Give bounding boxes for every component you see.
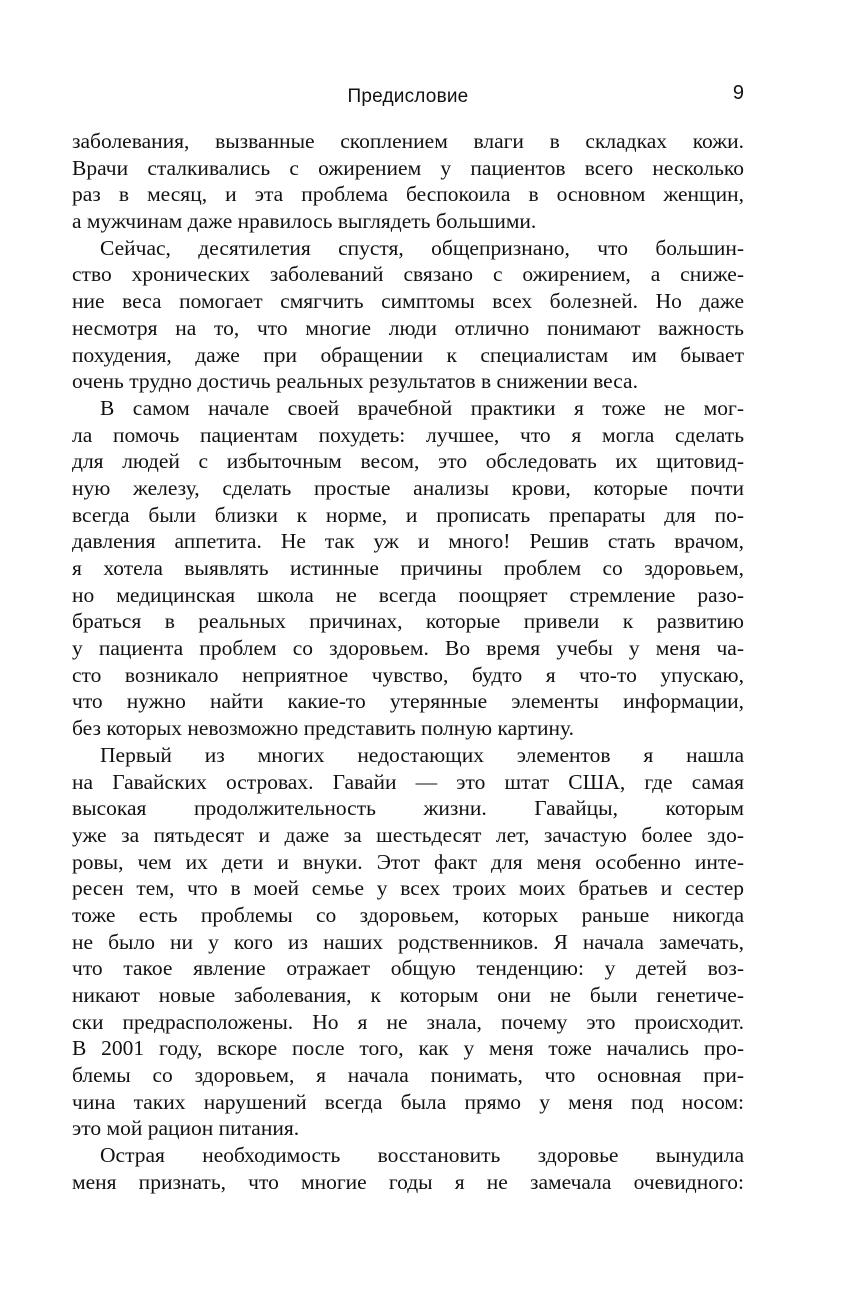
text-line: раз в месяц, и эта проблема беспокоила в основном женщин, xyxy=(72,182,744,207)
text-line: никают новые заболевания, к которым они не были генетиче- xyxy=(72,983,744,1007)
text-line: а мужчинам даже нравилось выглядеть большими. xyxy=(72,209,537,234)
paragraph xyxy=(72,742,744,1142)
page-number: 9 xyxy=(732,82,744,104)
text-line: не было ни у кого из наших родственников. Я начала замечать, xyxy=(72,929,744,954)
text-line: без которых невозможно представить полную картину. xyxy=(72,716,574,741)
text-line: похудения, даже при обращении к специалистам им бывает xyxy=(72,342,744,367)
text-line: тоже есть проблемы со здоровьем, которых раньше никогда xyxy=(72,902,744,927)
text-line: несмотря на то, что многие люди отлично понимают важность xyxy=(72,315,744,340)
text-line: ную железу, сделать простые анализы крови, которые почти xyxy=(72,475,744,500)
text-line: давления аппетита. Не так уж и много! Решив стать врачом, xyxy=(72,529,744,554)
text-line: у пациента проблем со здоровьем. Во время учебы у меня ча- xyxy=(72,636,744,661)
body-text xyxy=(72,128,744,1196)
text-line: заболевания, вызванные скоплением влаги в складках кожи. xyxy=(72,129,744,153)
text-line: Сейчас, десятилетия спустя, общепризнано, что большин- xyxy=(100,235,744,260)
paragraph xyxy=(72,235,744,395)
text-line: ровы, чем их дети и внуки. Этот факт для меня особенно инте- xyxy=(72,849,744,874)
text-line: В самом начале своей врачебной практики я тоже не мог- xyxy=(100,395,744,420)
text-line: очень трудно достичь реальных результатов в снижении веса. xyxy=(72,369,638,394)
text-line: но медицинская школа не всегда поощряет стремление разо- xyxy=(72,582,744,607)
text-line: блемы со здоровьем, я начала понимать, что основная при- xyxy=(72,1063,744,1088)
text-line: всегда были близки к норме, и прописать препараты для по- xyxy=(72,502,744,527)
text-line: уже за пятьдесят и даже за шестьдесят лет, зачастую более здо- xyxy=(72,822,744,847)
text-line: на Гавайских островах. Гавайи — это штат США, где самая xyxy=(72,769,744,794)
text-line: что нужно найти какие-то утерянные элементы информации, xyxy=(72,689,744,714)
text-line: ла помочь пациентам похудеть: лучшее, что я могла сделать xyxy=(72,422,744,447)
text-line: ние веса помогает смягчить симптомы всех болезней. Но даже xyxy=(72,289,744,314)
text-line: Первый из многих недостающих элементов я нашла xyxy=(100,742,744,767)
text-line: что такое явление отражает общую тенденцию: у детей воз- xyxy=(72,956,744,981)
text-line: В 2001 году, вскоре после того, как у меня тоже начались про- xyxy=(72,1036,744,1061)
text-line: сто возникало неприятное чувство, будто я что-то упускаю, xyxy=(72,662,744,687)
running-header xyxy=(72,84,744,114)
paragraph xyxy=(72,128,744,235)
running-title: Предисловие xyxy=(347,86,469,107)
text-line: ство хронических заболеваний связано с ожирением, а сниже- xyxy=(72,262,744,287)
text-line: браться в реальных причинах, которые привели к развитию xyxy=(72,609,744,634)
text-line: высокая продолжительность жизни. Гавайцы, которым xyxy=(72,796,744,821)
text-line: чина таких нарушений всегда была прямо у меня под носом: xyxy=(72,1089,744,1114)
text-line: для людей с избыточным весом, это обследовать их щитовид- xyxy=(72,449,744,474)
text-line: это мой рацион питания. xyxy=(72,1116,300,1141)
text-line: Острая необходимость восстановить здоровье вынудила xyxy=(100,1143,744,1168)
paragraph xyxy=(72,1142,744,1195)
paragraph xyxy=(72,395,744,742)
text-line: Врачи сталкивались с ожирением у пациентов всего несколько xyxy=(72,155,744,180)
text-line: я хотела выявлять истинные причины проблем со здоровьем, xyxy=(72,556,744,580)
text-line: ресен тем, что в моей семье у всех троих моих братьев и сестер xyxy=(72,876,744,901)
text-line: ски предрасположены. Но я не знала, почему это происходит. xyxy=(72,1009,744,1034)
text-line: меня признать, что многие годы я не замечала очевидного: xyxy=(72,1169,744,1194)
